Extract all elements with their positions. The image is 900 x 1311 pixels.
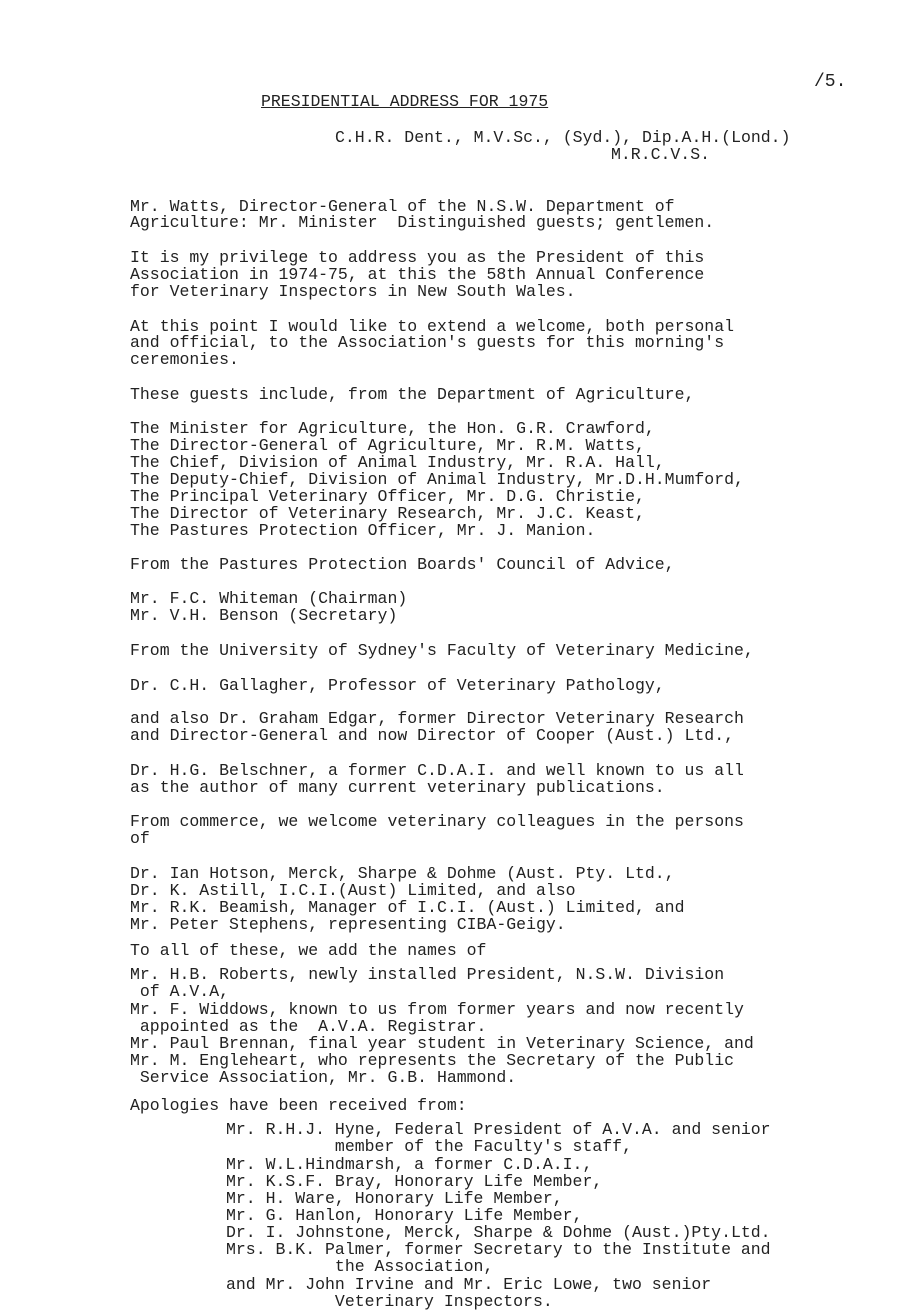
guest-list-item: Mr. R.K. Beamish, Manager of I.C.I. (Aust.) Limited, and [130,898,685,917]
paragraph-line: At this point I would like to extend a welcome, both personal [130,317,734,336]
paragraph-line: of [130,829,150,848]
paragraph-line: and also Dr. Graham Edgar, former Director Veterinary Research [130,709,744,728]
apology-item: Dr. I. Johnstone, Merck, Sharpe & Dohme (Aust.)Pty.Ltd. [226,1223,771,1242]
paragraph-line: and official, to the Association's guests for this morning's [130,333,725,352]
guest-list-item: Mr. F. Widdows, known to us from former years and now recently [130,1000,744,1019]
paragraph-line: and Director-General and now Director of Cooper (Aust.) Ltd., [130,726,734,745]
guest-list-item: Mr. V.H. Benson (Secretary) [130,606,398,625]
paragraph-line: Apologies have been received from: [130,1096,467,1115]
paragraph-line: From the Pastures Protection Boards' Council of Advice, [130,555,675,574]
author-line-2: M.R.C.V.S. [611,145,711,164]
paragraph-line: Mr. Watts, Director-General of the N.S.W. Department of [130,197,675,216]
guest-list-item: Mr. H.B. Roberts, newly installed President, N.S.W. Division [130,965,725,984]
guest-list-item: The Minister for Agriculture, the Hon. G.R. Crawford, [130,419,655,438]
guest-list-item: appointed as the A.V.A. Registrar. [130,1017,487,1036]
guest-list-item: Mr. Peter Stephens, representing CIBA-Geigy. [130,915,566,934]
paragraph-line: These guests include, from the Department of Agriculture, [130,385,695,404]
paragraph-line: To all of these, we add the names of [130,941,487,960]
apology-item: Veterinary Inspectors. [226,1292,553,1311]
paragraph-line: From the University of Sydney's Faculty of Veterinary Medicine, [130,641,754,660]
apology-item: member of the Faculty's staff, [226,1137,632,1156]
paragraph-line: From commerce, we welcome veterinary colleagues in the persons [130,812,744,831]
paragraph-line: for Veterinary Inspectors in New South Wales. [130,282,576,301]
guest-list-item: Mr. F.C. Whiteman (Chairman) [130,589,408,608]
apology-item: Mr. K.S.F. Bray, Honorary Life Member, [226,1172,603,1191]
apology-item: Mrs. B.K. Palmer, former Secretary to the Institute and [226,1240,771,1259]
guest-list-item: The Deputy-Chief, Division of Animal Industry, Mr.D.H.Mumford, [130,470,744,489]
guest-list-item: Dr. K. Astill, I.C.I.(Aust) Limited, and also [130,881,576,900]
apology-item: Mr. H. Ware, Honorary Life Member, [226,1189,563,1208]
paragraph-line: as the author of many current veterinary publications. [130,778,665,797]
document-title: PRESIDENTIAL ADDRESS FOR 1975 [261,92,549,111]
paragraph-line: Association in 1974-75, at this the 58th Annual Conference [130,265,705,284]
guest-list-item: Dr. Ian Hotson, Merck, Sharpe & Dohme (Aust. Pty. Ltd., [130,864,675,883]
apology-item: Mr. R.H.J. Hyne, Federal President of A.V.A. and senior [226,1120,771,1139]
paragraph-line: Dr. H.G. Belschner, a former C.D.A.I. and well known to us all [130,761,744,780]
guest-list-item: of A.V.A, [130,982,230,1001]
paragraph-line: Dr. C.H. Gallagher, Professor of Veterinary Pathology, [130,676,665,695]
guest-list-item: The Director-General of Agriculture, Mr. R.M. Watts, [130,436,645,455]
page-number: /5. [814,72,847,92]
paragraph-line: ceremonies. [130,350,239,369]
paragraph-line: It is my privilege to address you as the President of this [130,248,705,267]
paragraph-line: Agriculture: Mr. Minister Distinguished guests; gentlemen. [130,213,715,232]
guest-list-item: Mr. M. Engleheart, who represents the Secretary of the Public [130,1051,734,1070]
apology-item: and Mr. John Irvine and Mr. Eric Lowe, two senior [226,1275,712,1294]
apology-item: Mr. G. Hanlon, Honorary Life Member, [226,1206,583,1225]
guest-list-item: The Chief, Division of Animal Industry, Mr. R.A. Hall, [130,453,665,472]
apology-item: the Association, [226,1257,494,1276]
guest-list-item: Mr. Paul Brennan, final year student in Veterinary Science, and [130,1034,754,1053]
guest-list-item: The Pastures Protection Officer, Mr. J. Manion. [130,521,596,540]
apology-item: Mr. W.L.Hindmarsh, a former C.D.A.I., [226,1155,593,1174]
guest-list-item: Service Association, Mr. G.B. Hammond. [130,1068,517,1087]
guest-list-item: The Director of Veterinary Research, Mr. J.C. Keast, [130,504,645,523]
guest-list-item: The Principal Veterinary Officer, Mr. D.G. Christie, [130,487,645,506]
author-line-1: C.H.R. Dent., M.V.Sc., (Syd.), Dip.A.H.(Lond.) [335,128,791,147]
